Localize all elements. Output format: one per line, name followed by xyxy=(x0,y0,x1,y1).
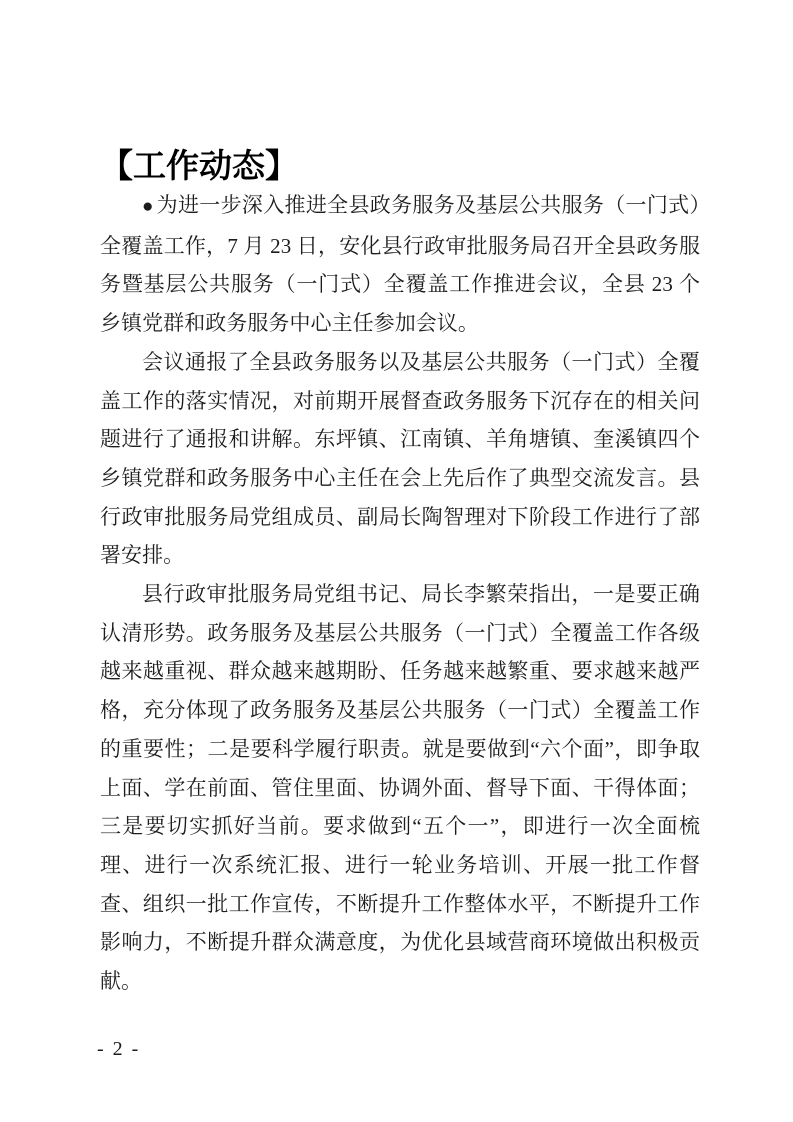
body-text xyxy=(100,186,700,1001)
section-heading: 【工作动态】 xyxy=(100,147,298,184)
bullet-icon: ● xyxy=(142,196,154,217)
page-number: - 2 - xyxy=(97,1038,141,1060)
paragraph-meeting-notice xyxy=(100,186,700,343)
paragraph-meeting-report: 会议通报了全县政务服务以及基层公共服务（一门式）全覆盖工作的落实情况，对前期开展督查政务服务下沉存在的相关问题进行了通报和讲解。东坪镇、江南镇、羊角塘镇、奎溪镇四个乡镇党群和政务服务中心主任在会上先后作了典型交流发言。县行政审批服务局党组成员、副局长陶智理对下阶段工作进行了部署安排。 xyxy=(100,349,700,568)
paragraph-text: 为进一步深入推进全县政务服务及基层公共服务（一门式）全覆盖工作，7 月 23 日，安化县行政审批服务局召开全县政务服务暨基层公共服务（一门式）全覆盖工作推进会议，全县 23 个乡镇党群和政务服务中心主任参加会议。 xyxy=(100,193,700,336)
paragraph-director-remarks: 县行政审批服务局党组书记、局长李繁荣指出，一是要正确认清形势。政务服务及基层公共服务（一门式）全覆盖工作各级越来越重视、群众越来越期盼、任务越来越繁重、要求越来越严格，充分体现了政务服务及基层公共服务（一门式）全覆盖工作的重要性；二是要科学履行职责。就是要做到“六个面”，即争取上面、学在前面、管住里面、协调外面、督导下面、干得体面；三是要切实抓好当前。要求做到“五个一”，即进行一次全面梳理、进行一次系统汇报、进行一轮业务培训、开展一批工作督查、组织一批工作宣传，不断提升工作整体水平，不断提升工作影响力，不断提升群众满意度，为优化县域营商环境做出积极贡献。 xyxy=(100,582,700,994)
document-content xyxy=(100,146,700,1001)
